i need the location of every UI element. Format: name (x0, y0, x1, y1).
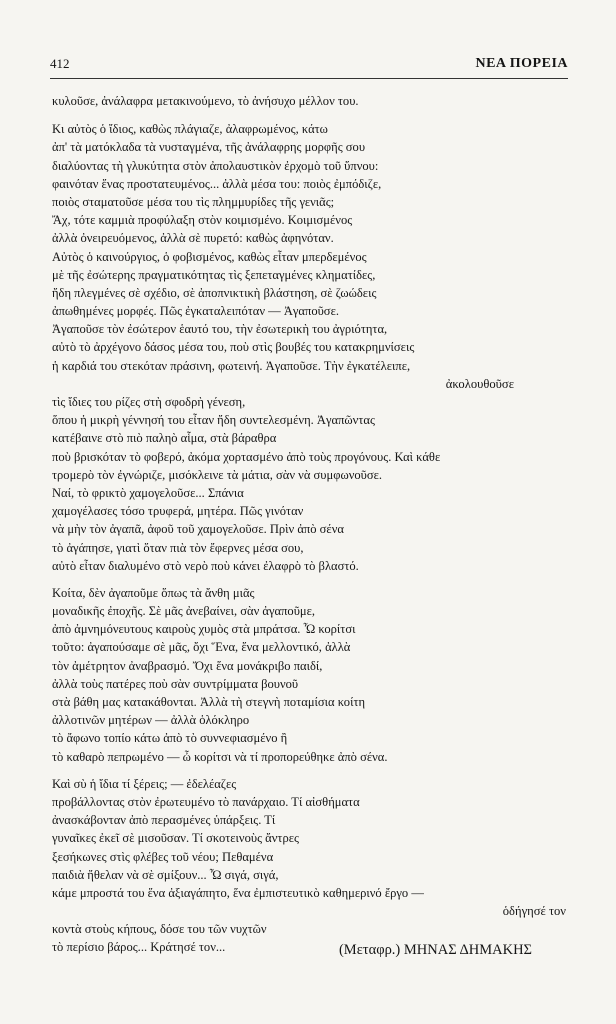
poem-line: Καὶ σὺ ἡ ἴδια τί ξέρεις; — ἐδελέαζες (52, 776, 237, 791)
poem-line: Αὐτὸς ὁ καινούργιος, ὁ φοβισμένος, καθὼς εἶταν μπερδεμένος (52, 249, 367, 264)
poem-line: Κι αὐτὸς ὁ ἴδιος, καθὼς πλάγιαζε, ἀλαφρωμένος, κάτω (52, 122, 328, 137)
poem-line: τὸν ἀμέτρητον ἀναβρασμό. Ὄχι ἕνα μονάκριβο παιδί, (52, 658, 323, 673)
stanza (52, 393, 572, 575)
poem-line: ὅπου ἡ μικρὴ γέννησή του εἶταν ἤδη συντελεσμένη. Ἀγαπῶντας (52, 413, 375, 428)
poem-line: μὲ τῆς ἐσώτερης πραγματικότητας τὶς ξεπεταγμένες κληματίδες, (52, 267, 376, 282)
stanza (52, 584, 572, 766)
poem-text (52, 92, 572, 957)
poem-line: ποὺ βρισκόταν τὸ φοβερό, ἀκόμα χορτασμένο ἀπὸ τοὺς προγόνους. Καὶ κάθε (52, 449, 441, 464)
poem-line: ἀνασκάβονταν ἀπὸ περασμένες ὑπάρξεις. Τί (52, 813, 276, 828)
poem-line: ξεσήκωνες στὶς φλέβες τοῦ νέου; Πεθαμένα (52, 849, 274, 864)
poem-line: μοναδικῆς ἐποχῆς. Σὲ μᾶς ἀνεβαίνει, σὰν ἀγαποῦμε, (52, 604, 316, 619)
poem-line: παιδιὰ ἤθελαν νὰ σὲ σμίξουν... Ὦ σιγά, σιγά, (52, 867, 279, 882)
poem-line: κυλοῦσε, ἀνάλαφρα μετακινούμενο, τὸ ἀνήσυχο μέλλον του. (52, 94, 359, 108)
poem-line: ποιὸς σταματοῦσε μέσα του τὶς πλημμυρίδες τῆς γενιᾶς; (52, 194, 335, 209)
poem-line-indented: ὁδήγησέ τον (502, 904, 566, 919)
poem-line: Ἄχ, τότε καμμιὰ προφύλαξη στὸν κοιμισμένο. Κοιμισμένος (52, 213, 353, 228)
page-header (50, 56, 568, 74)
poem-line: τὸ ἀγάπησε, γιατὶ ὅταν πιὰ τὸν ἔφερνες μέσα σου, (52, 540, 304, 555)
poem-line: ἀπὸ ἀμνημόνευτους καιροὺς χυμὸς στὰ μπράτσα. Ὦ κορίτσι (52, 622, 356, 637)
poem-line: τρομερὸ τὸν ἐγνώριζε, μισόκλεινε τὰ μάτια, σὰν νὰ συμφωνοῦσε. (52, 467, 383, 482)
poem-line: ἀλλὰ ὀνειρευόμενος, ἀλλὰ σὲ πυρετό: καθὼς ἀφηνόταν. (52, 231, 334, 246)
poem-line: ἀλλοτινῶν μητέρων — ἀλλὰ ὁλόκληρο (52, 713, 250, 728)
poem-line: νὰ μὴν τὸν ἀγαπᾶ, ἀφοῦ τοῦ χαμογελοῦσε. Πρὶν ἀπὸ σένα (52, 522, 344, 537)
translator-signature: (Μεταφρ.) ΜΗΝΑΣ ΔΗΜΑΚΗΣ (338, 942, 532, 958)
poem-line: τοῦτο: ἀγαπούσαμε σὲ μᾶς, ὄχι Ἕνα, ἕνα μελλοντικό, ἀλλὰ (52, 640, 351, 655)
stanza (52, 120, 572, 375)
stanza (52, 375, 572, 393)
poem-line: Ἀγαποῦσε τὸν ἐσώτερον ἑαυτό του, τὴν ἐσωτερικὴ του ἀγριότητα, (52, 322, 388, 337)
poem-line: γυναῖκες ἐκεῖ σὲ μισοῦσαν. Τί σκοτεινοὺς ἄντρες (52, 831, 299, 846)
poem-line: ἡ καρδιά του στεκόταν πράσινη, φωτεινή. Ἀγαποῦσε. Τὴν ἐγκατέλειπε, (52, 358, 411, 373)
stanza (52, 775, 572, 902)
poem-line: ἀλλὰ τοὺς πατέρες ποὺ σὰν συντρίμματα βουνοῦ (52, 676, 299, 691)
poem-line: ἀπ' τὰ ματόκλαδα τὰ νυσταγμένα, τῆς ἀνάλαφρης μορφῆς σου (52, 140, 366, 155)
header-rule (50, 78, 568, 79)
stanza (52, 92, 572, 110)
poem-line: κοντὰ στοὺς κήπους, δόσε του τῶν νυχτῶν (52, 922, 267, 937)
poem-line: τὸ καθαρὸ πεπρωμένο — ὦ κορίτσι νὰ τί προπορεύθηκε ἀπὸ σένα. (52, 749, 388, 764)
poem-line: κάμε μπροστά του ἕνα ἀξιαγάπητο, ἕνα ἐμπιστευτικὸ καθημερινό ἔργο — (52, 885, 424, 900)
poem-line: αὐτὸ τὸ ἀρχέγονο δάσος μέσα του, ποὺ στὶς βουβές του κατακρημνίσεις (52, 340, 415, 355)
poem-line: τὶς ἴδιες του ρίζες στὴ σφοδρὴ γένεση, (52, 395, 246, 409)
journal-title: ΝΕΑ ΠΟΡΕΙΑ (475, 56, 568, 71)
poem-line: διαλύοντας τὴ γλυκύτητα στὸν ἀπολαυστικὸν ἐρχομὸ τοῦ ὕπνου: (52, 158, 379, 173)
poem-line: αὐτὸ εἶταν διαλυμένο στὸ νερὸ ποὺ κάνει ἐλαφρὸ τὸ βλαστό. (52, 558, 359, 573)
poem-line: ἀπωθημένες μορφές. Πῶς ἐγκαταλειπόταν — Ἀγαποῦσε. (52, 304, 339, 319)
poem-line: φαινόταν ἕνας προστατευμένος... ἀλλὰ μέσα του: ποιὸς ἐμπόδιζε, (52, 176, 382, 191)
poem-line: ἤδη πλεγμένες σὲ σχέδιο, σὲ ἀποπνικτικὴ βλάστηση, σὲ ζωώδεις (52, 285, 377, 300)
poem-line: κατέβαινε στὸ πιὸ παληὸ αἷμα, στὰ βάραθρα (52, 431, 277, 446)
poem-line: προβάλλοντας στὸν ἐρωτευμένο τὸ πανάρχαιο. Τί αἰσθήματα (52, 794, 360, 809)
page-number: 412 (50, 56, 70, 71)
poem-line: χαμογέλασες τόσο τρυφερά, μητέρα. Πῶς γινόταν (52, 504, 304, 519)
poem-line: τὸ ἄφωνο τοπίο κάτω ἀπὸ τὸ συννεφιασμένο ἢ (52, 731, 288, 746)
poem-line: Κοίτα, δὲν ἀγαποῦμε ὅπως τὰ ἄνθη μιᾶς (52, 585, 255, 600)
poem-line: στὰ βάθη μας κατακάθονται. Ἀλλὰ τὴ στεγνὴ ποταμίσια κοίτη (52, 695, 366, 709)
poem-line: Ναί, τὸ φρικτὸ χαμογελοῦσε... Σπάνια (52, 485, 244, 500)
poem-line: τὸ περίσιο βάρος... Κράτησέ τον... (52, 940, 226, 955)
poem-line-indented: ἀκολουθοῦσε (445, 376, 514, 391)
